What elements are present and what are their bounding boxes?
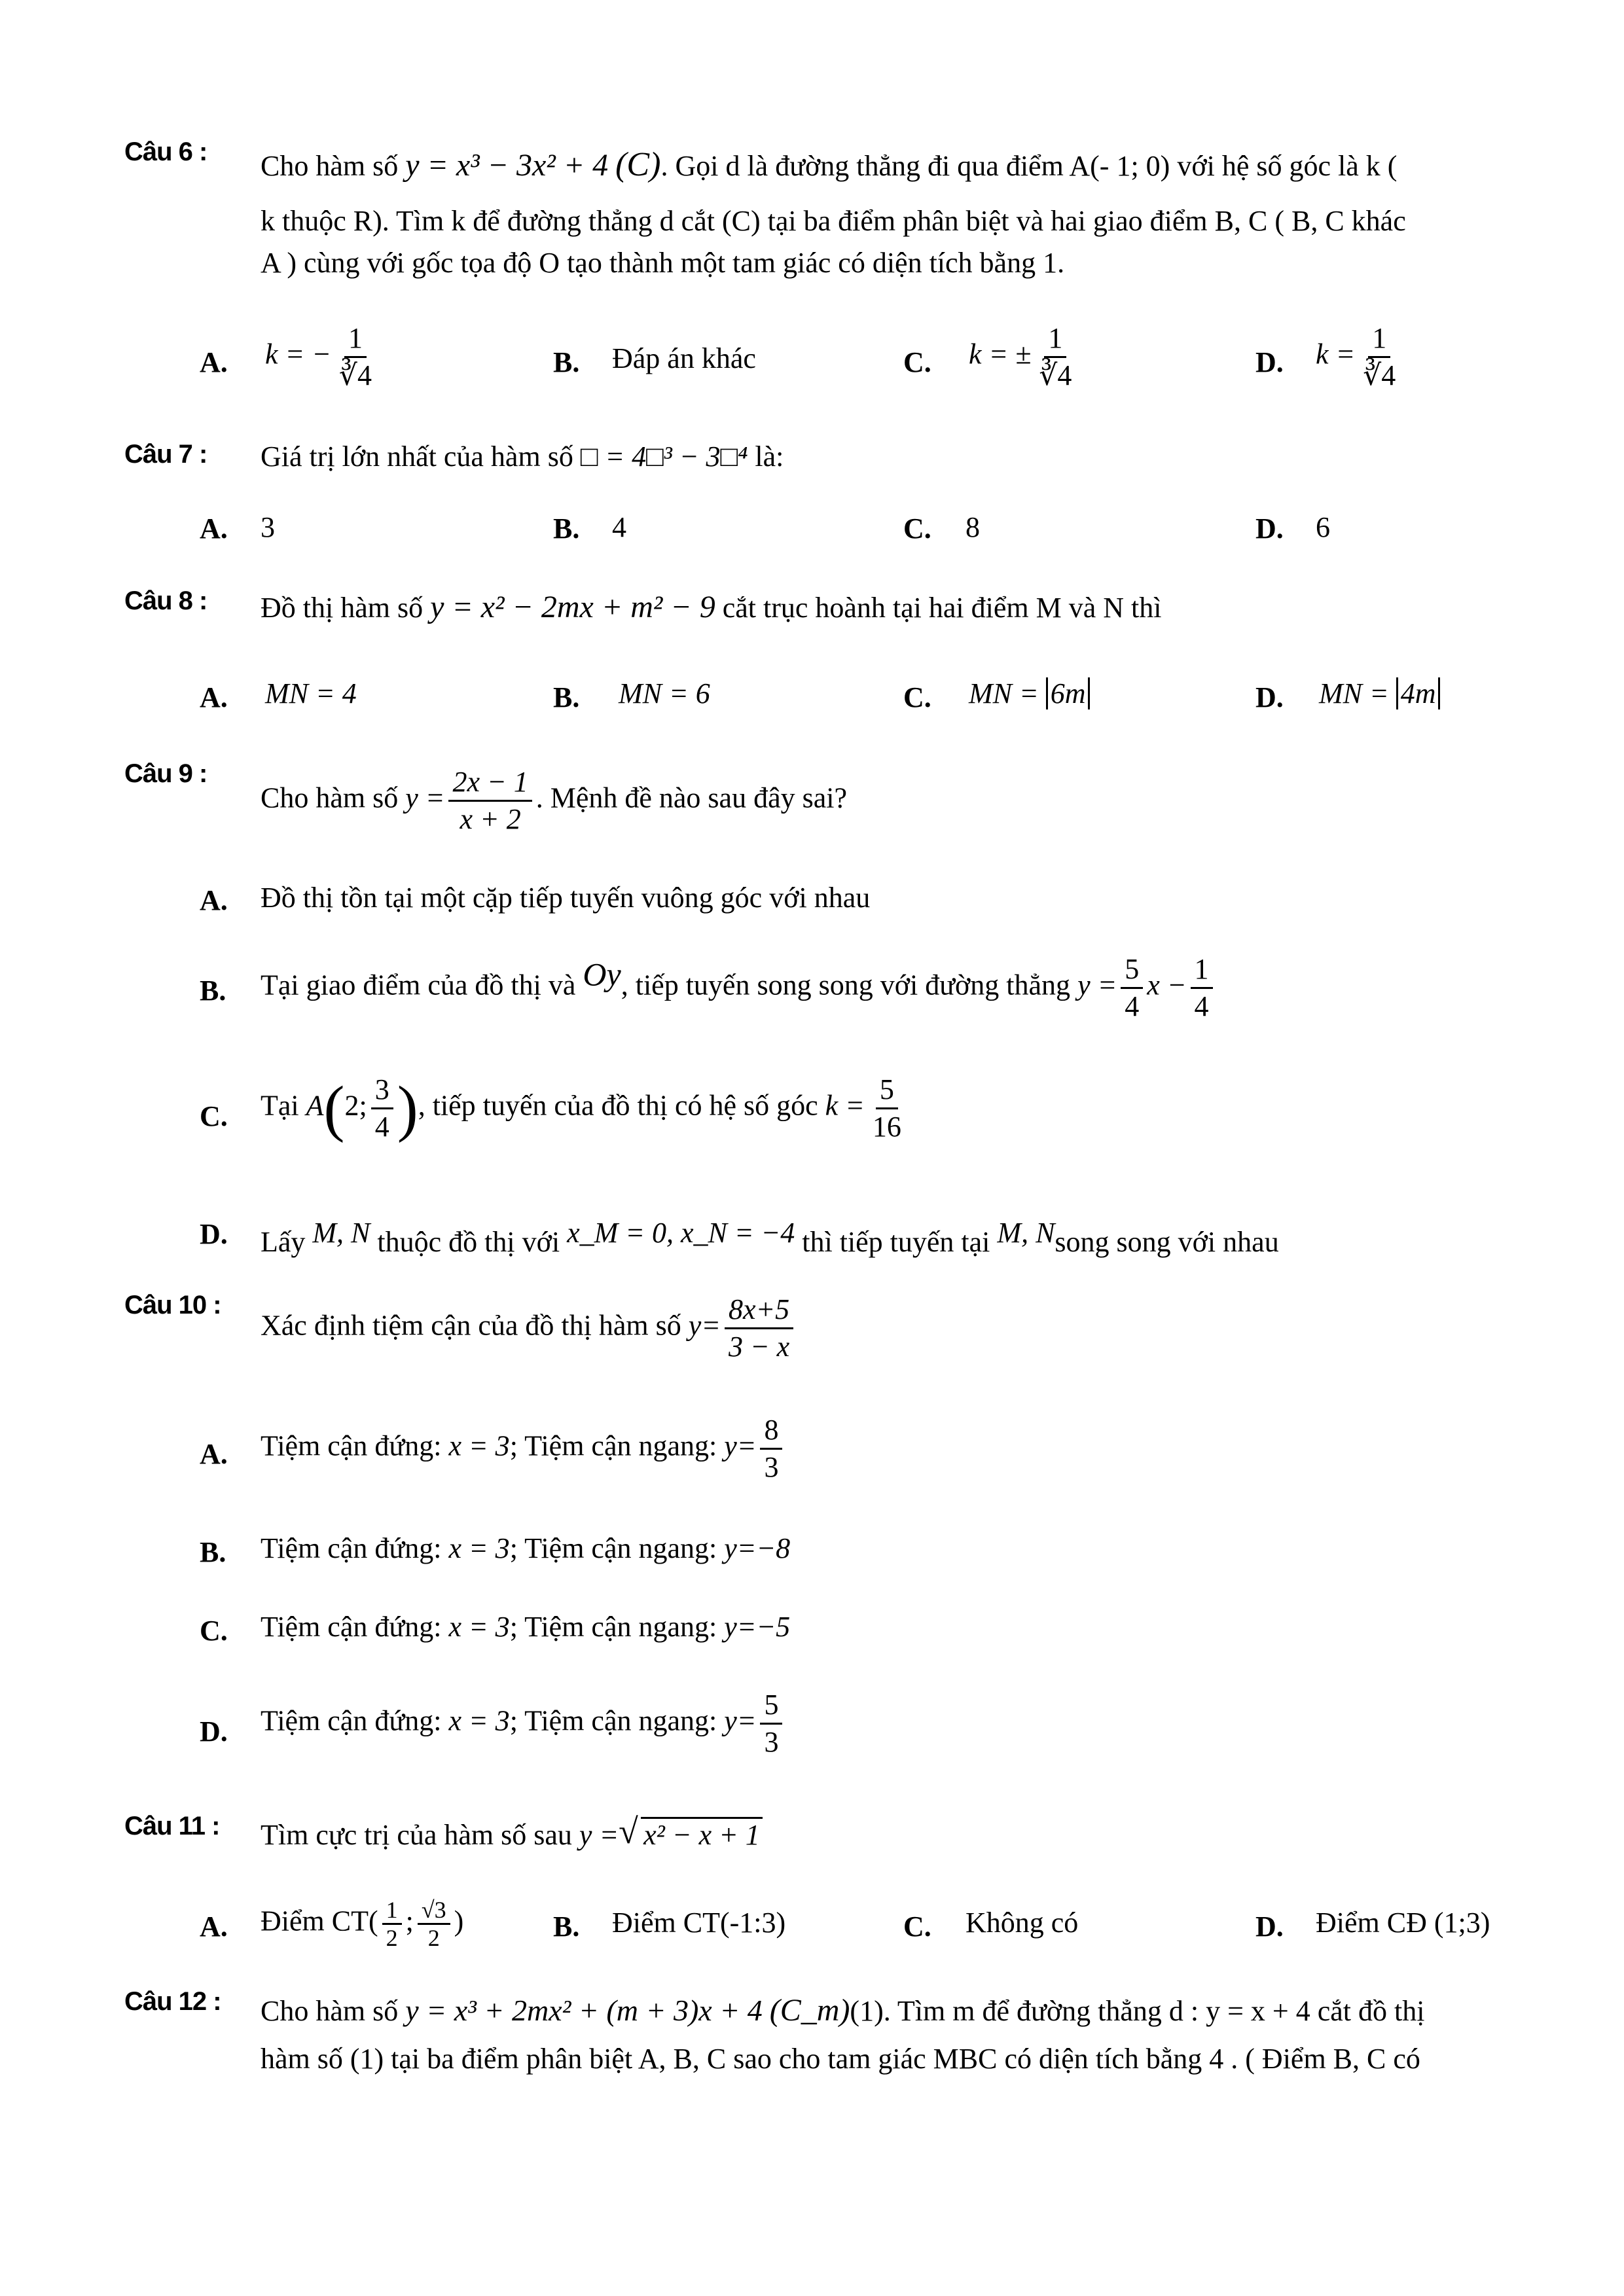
q9-option-b-letter[interactable]: B.	[200, 975, 226, 1007]
q10-option-d-letter[interactable]: D.	[200, 1715, 228, 1748]
question-10-label: Câu 10 :	[124, 1291, 221, 1319]
q10-option-a-letter[interactable]: A.	[200, 1438, 228, 1470]
q10-option-c-letter[interactable]: C.	[200, 1615, 228, 1647]
q7-option-b-letter[interactable]: B.	[553, 512, 580, 545]
q10-option-b-letter[interactable]: B.	[200, 1536, 226, 1568]
q11-option-d[interactable]: Điểm CĐ (1;3)	[1316, 1907, 1490, 1939]
q7-option-b[interactable]: 4	[612, 511, 626, 543]
q12-formula: y = x³ + 2mx² + (m + 3)x + 4	[405, 1994, 763, 2027]
q8-formula: y = x² − 2mx + m² − 9	[430, 590, 715, 624]
q7-option-d-letter[interactable]: D.	[1255, 512, 1284, 545]
q6-option-a-letter[interactable]: A.	[200, 346, 228, 378]
q7-option-d[interactable]: 6	[1316, 511, 1330, 543]
question-10-text: Xác định tiệm cận của đồ thị hàm số y= $\frac{8x+5}{3 - x}$	[261, 1293, 797, 1363]
q11-option-a-letter[interactable]: A.	[200, 1910, 228, 1943]
question-6-line-3: A ) cùng với gốc tọa độ O tạo thành một tam giác có diện tích bằng 1.	[261, 247, 1065, 279]
q6-option-c[interactable]: k = ± $\frac{1}{∛4}$	[969, 322, 1072, 391]
question-12-line-2: hàm số (1) tại ba điểm phân biệt A, B, C sao cho tam giác MBC có diện tích bằng 4 . ( Điểm B, C có	[261, 2043, 1420, 2075]
q7-option-a[interactable]: 3	[261, 511, 275, 543]
q11-option-a[interactable]: Điểm CT( $\frac{1}{2}$ ; $\frac{√3}{2}$ )	[261, 1897, 464, 1951]
q9-option-a-letter[interactable]: A.	[200, 884, 228, 916]
q9-option-b[interactable]: Tại giao điểm của đồ thị và Oy, tiếp tuyến song song với đường thẳng y = $\frac{5}{4}$ x − $\frac{1}{4}$	[261, 953, 1217, 1023]
q10-option-b[interactable]: Tiệm cận đứng: x = 3; Tiệm cận ngang: y=−8	[261, 1532, 791, 1564]
q11-option-c[interactable]: Không có	[965, 1907, 1079, 1939]
question-8-text: Đồ thị hàm số y = x² − 2mx + m² − 9 cắt trục hoành tại hai điểm M và N thì	[261, 590, 1162, 624]
question-6-label: Câu 6 :	[124, 137, 208, 166]
q8-option-a[interactable]: MN = 4	[265, 677, 357, 709]
q6-option-a[interactable]: k = − $\frac{1}{∛4}$	[265, 322, 372, 391]
question-7-text: Giá trị lớn nhất của hàm số □ = 4□³ − 3□⁴ là:	[261, 440, 784, 473]
q9-option-c-letter[interactable]: C.	[200, 1100, 228, 1132]
q7-option-c[interactable]: 8	[965, 511, 980, 543]
q8-option-c[interactable]: MN = 6m	[969, 677, 1090, 711]
q10-option-a[interactable]: Tiệm cận đứng: x = 3; Tiệm cận ngang: y= $\frac{8}{3}$	[261, 1414, 786, 1484]
q11-option-c-letter[interactable]: C.	[903, 1910, 931, 1943]
q7-option-c-letter[interactable]: C.	[903, 512, 931, 545]
q7-option-a-letter[interactable]: A.	[200, 512, 228, 545]
q10-option-c[interactable]: Tiệm cận đứng: x = 3; Tiệm cận ngang: y=−5	[261, 1611, 791, 1643]
q11-option-b[interactable]: Điểm CT(-1:3)	[612, 1907, 786, 1939]
q7-formula: □ = 4□³ − 3□⁴	[580, 440, 748, 473]
question-9-label: Câu 9 :	[124, 759, 208, 788]
question-12-line-1: Cho hàm số y = x³ + 2mx² + (m + 3)x + 4 (C_m)(1). Tìm m để đường thẳng d : y = x + 4 cắt đồ thị	[261, 1993, 1425, 2028]
q6-option-c-letter[interactable]: C.	[903, 346, 931, 378]
q6-option-d[interactable]: k = $\frac{1}{∛4}$	[1316, 322, 1396, 391]
question-9-text: Cho hàm số y = $\frac{2x - 1}{x + 2}$ . Mệnh đề nào sau đây sai?	[261, 766, 848, 835]
question-6-line-2: k thuộc R). Tìm k để đường thẳng d cắt (C) tại ba điểm phân biệt và hai giao điểm B, C ( B, C khác	[261, 205, 1406, 237]
q11-option-d-letter[interactable]: D.	[1255, 1910, 1284, 1943]
q9-option-d[interactable]: Lấy M, N thuộc đồ thị với x_M = 0, x_N = −4 thì tiếp tuyến tại M, Nsong song với nhau	[261, 1217, 1279, 1258]
question-7-label: Câu 7 :	[124, 440, 208, 469]
q9-option-d-letter[interactable]: D.	[200, 1218, 228, 1250]
question-6-line-1: Cho hàm số y = x³ − 3x² + 4 (C). Gọi d là đường thẳng đi qua điểm A(- 1; 0) với hệ số góc là k (	[261, 146, 1398, 183]
q9-option-c[interactable]: Tại A(2; $\frac{3}{4}$ ), tiếp tuyến của đồ thị có hệ số góc k = $\frac{5}{16}$	[261, 1073, 901, 1143]
q8-option-d-letter[interactable]: D.	[1255, 681, 1284, 713]
question-8-label: Câu 8 :	[124, 586, 208, 615]
q8-option-b[interactable]: MN = 6	[619, 677, 710, 709]
q6-option-d-letter[interactable]: D.	[1255, 346, 1284, 378]
q10-option-d[interactable]: Tiệm cận đứng: x = 3; Tiệm cận ngang: y= $\frac{5}{3}$	[261, 1689, 786, 1759]
q8-option-d[interactable]: MN = 4m	[1319, 677, 1440, 711]
question-11-text: Tìm cực trị của hàm số sau y =√ x² − x + 1	[261, 1818, 763, 1852]
q11-option-b-letter[interactable]: B.	[553, 1910, 580, 1943]
q6-formula: y = x³ − 3x² + 4	[405, 148, 609, 183]
q8-option-c-letter[interactable]: C.	[903, 681, 931, 713]
q8-option-b-letter[interactable]: B.	[553, 681, 580, 713]
q6-option-b-letter[interactable]: B.	[553, 346, 580, 378]
question-11-label: Câu 11 :	[124, 1812, 220, 1840]
q9-option-a[interactable]: Đồ thị tồn tại một cặp tiếp tuyến vuông góc với nhau	[261, 882, 871, 914]
q8-option-a-letter[interactable]: A.	[200, 681, 228, 713]
question-12-label: Câu 12 :	[124, 1987, 221, 2016]
q6-option-b[interactable]: Đáp án khác	[612, 342, 756, 374]
